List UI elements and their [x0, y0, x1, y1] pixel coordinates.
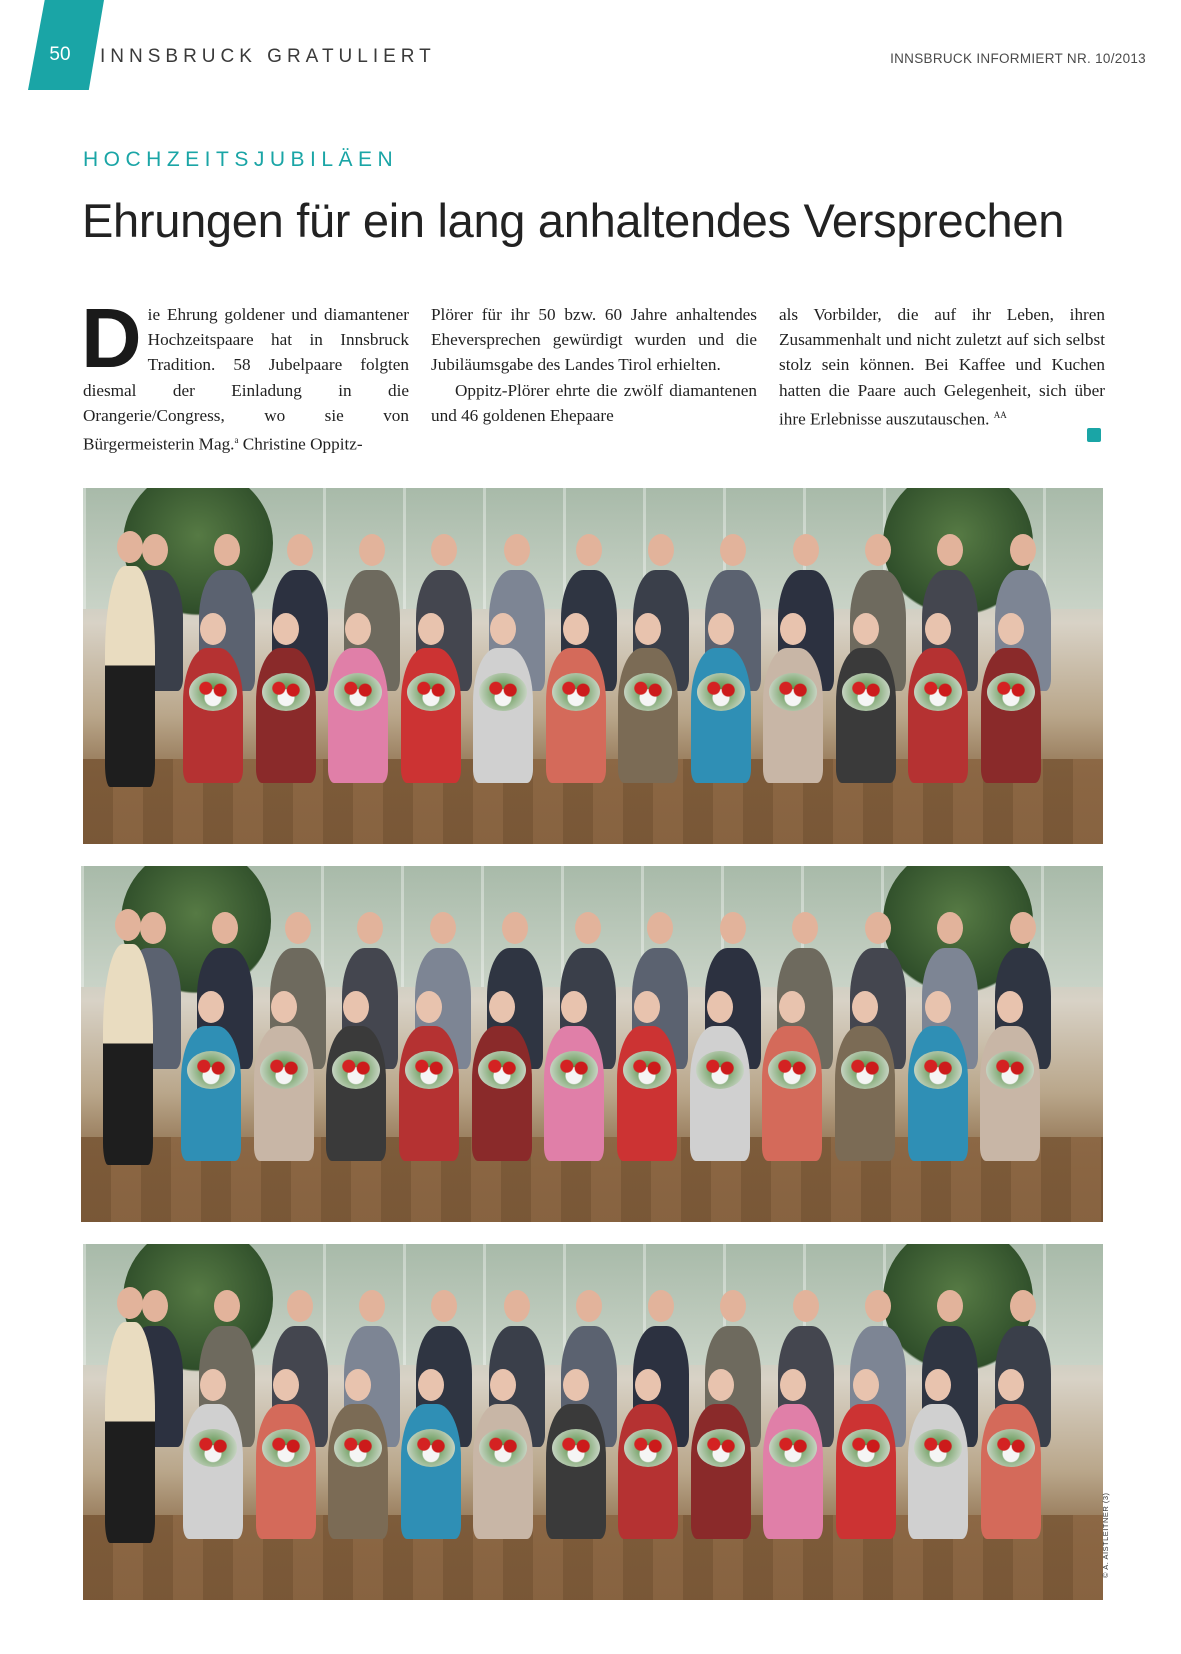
- column-2-paragraph-1: Plörer für ihr 50 bzw. 60 Jahre anhaltendes Eheversprechen gewürdigt wurden und die Jubiläumsgabe des Landes Tirol erhielten.: [431, 305, 757, 375]
- column-1-text-end: Christine Oppitz-: [238, 434, 363, 454]
- seated-person: [401, 1404, 461, 1539]
- article-kicker: HOCHZEITSJUBILÄEN: [83, 148, 399, 171]
- seated-person: [980, 1026, 1040, 1161]
- issue-label: INNSBRUCK INFORMIERT NR. 10/2013: [890, 51, 1146, 66]
- person-head: [720, 912, 746, 944]
- seated-person: [836, 1404, 896, 1539]
- person-head: [287, 534, 313, 566]
- person-head: [490, 613, 516, 645]
- seated-person: [981, 1404, 1041, 1539]
- seated-person: [618, 1404, 678, 1539]
- seated-person: [691, 648, 751, 783]
- flower-bouquet: [842, 673, 890, 711]
- mayor-figure: [105, 566, 155, 787]
- article-column-2: [431, 302, 757, 428]
- person-head: [418, 1369, 444, 1401]
- flower-bouquet: [334, 673, 382, 711]
- seated-person: [908, 648, 968, 783]
- person-head: [780, 1369, 806, 1401]
- person-head: [852, 991, 878, 1023]
- person-head: [780, 613, 806, 645]
- seated-person: [473, 648, 533, 783]
- person-head: [576, 534, 602, 566]
- person-head: [779, 991, 805, 1023]
- seated-person: [908, 1404, 968, 1539]
- photo-credit: © A. AISTLEITNER (3): [1101, 1492, 1110, 1578]
- seated-person: [690, 1026, 750, 1161]
- person-head: [634, 991, 660, 1023]
- seated-person: [981, 648, 1041, 783]
- person-head: [708, 1369, 734, 1401]
- article-column-1: [81, 291, 409, 457]
- person-head: [115, 909, 141, 941]
- person-head: [273, 1369, 299, 1401]
- seated-person: [617, 1026, 677, 1161]
- flower-bouquet: [769, 673, 817, 711]
- person-head: [489, 991, 515, 1023]
- flower-bouquet: [262, 1429, 310, 1467]
- drop-cap: D: [81, 291, 142, 385]
- person-head: [504, 534, 530, 566]
- person-head: [997, 991, 1023, 1023]
- person-head: [575, 912, 601, 944]
- page-number: 50: [49, 44, 71, 65]
- person-head: [504, 1290, 530, 1322]
- flower-bouquet: [914, 1429, 962, 1467]
- seated-person: [544, 1026, 604, 1161]
- flower-bouquet: [987, 1429, 1035, 1467]
- flower-bouquet: [914, 673, 962, 711]
- person-head: [853, 1369, 879, 1401]
- group-photo-1: [83, 488, 1103, 844]
- seated-person: [326, 1026, 386, 1161]
- flower-bouquet: [479, 1429, 527, 1467]
- person-head: [563, 613, 589, 645]
- person-head: [793, 534, 819, 566]
- group-photo-3: [83, 1244, 1103, 1600]
- section-title: INNSBRUCK GRATULIERT: [100, 46, 436, 67]
- person-head: [490, 1369, 516, 1401]
- person-head: [998, 613, 1024, 645]
- person-head: [359, 1290, 385, 1322]
- flower-bouquet: [262, 673, 310, 711]
- seated-person: [546, 648, 606, 783]
- flower-bouquet: [334, 1429, 382, 1467]
- person-head: [925, 613, 951, 645]
- seated-person: [762, 1026, 822, 1161]
- flower-bouquet: [405, 1051, 453, 1089]
- flower-bouquet: [624, 673, 672, 711]
- flower-bouquet: [914, 1051, 962, 1089]
- article-column-3: [779, 302, 1105, 432]
- seated-person: [181, 1026, 241, 1161]
- person-head: [925, 991, 951, 1023]
- flower-bouquet: [479, 673, 527, 711]
- mayor-figure: [105, 1322, 155, 1543]
- person-head: [1010, 534, 1036, 566]
- person-head: [198, 991, 224, 1023]
- author-initials: AA: [993, 409, 1007, 420]
- flower-bouquet: [189, 673, 237, 711]
- flower-bouquet: [769, 1429, 817, 1467]
- person-head: [200, 613, 226, 645]
- flower-bouquet: [189, 1429, 237, 1467]
- column-1-text: ie Ehrung goldener und diamantener Hochzeitspaare hat in Innsbruck Tradition. 58 Jubelpaare folgten diesmal der Einladung in die Orangerie/Congress, wo sie von Bürgermeisterin Mag.: [83, 305, 409, 454]
- flower-bouquet: [624, 1429, 672, 1467]
- flower-bouquet: [478, 1051, 526, 1089]
- flower-bouquet: [623, 1051, 671, 1089]
- flower-bouquet: [987, 673, 1035, 711]
- seated-person: [691, 1404, 751, 1539]
- person-head: [793, 1290, 819, 1322]
- flower-bouquet: [407, 673, 455, 711]
- person-head: [708, 613, 734, 645]
- person-head: [635, 613, 661, 645]
- flower-bouquet: [407, 1429, 455, 1467]
- person-head: [285, 912, 311, 944]
- person-head: [998, 1369, 1024, 1401]
- person-head: [1010, 1290, 1036, 1322]
- seated-person: [256, 1404, 316, 1539]
- column-3-text: als Vorbilder, die auf ihr Leben, ihren Zusammenhalt und nicht zuletzt auf sich selbst stolz sein können. Bei Kaffee und Kuchen hatten die Paare auch Gelegenheit, sich über ihre Erlebnisse auszutauschen.: [779, 305, 1105, 429]
- mayor-figure: [103, 944, 153, 1165]
- seated-person: [473, 1404, 533, 1539]
- person-head: [430, 912, 456, 944]
- article-headline: Ehrungen für ein lang anhaltendes Versprechen: [82, 194, 1065, 247]
- person-head: [200, 1369, 226, 1401]
- person-head: [635, 1369, 661, 1401]
- flower-bouquet: [697, 673, 745, 711]
- person-head: [853, 613, 879, 645]
- seated-person: [763, 1404, 823, 1539]
- person-head: [117, 1287, 143, 1319]
- seated-person: [401, 648, 461, 783]
- seated-person: [254, 1026, 314, 1161]
- person-head: [345, 613, 371, 645]
- person-head: [418, 613, 444, 645]
- seated-person: [328, 648, 388, 783]
- person-head: [925, 1369, 951, 1401]
- person-head: [561, 991, 587, 1023]
- flower-bouquet: [187, 1051, 235, 1089]
- seated-person: [472, 1026, 532, 1161]
- seated-person: [836, 648, 896, 783]
- seated-person: [546, 1404, 606, 1539]
- person-head: [576, 1290, 602, 1322]
- flower-bouquet: [552, 673, 600, 711]
- flower-bouquet: [260, 1051, 308, 1089]
- person-head: [359, 534, 385, 566]
- person-head: [273, 613, 299, 645]
- person-head: [117, 531, 143, 563]
- person-head: [287, 1290, 313, 1322]
- seated-person: [183, 1404, 243, 1539]
- person-head: [345, 1369, 371, 1401]
- flower-bouquet: [696, 1051, 744, 1089]
- person-head: [1010, 912, 1036, 944]
- seated-person: [763, 648, 823, 783]
- flower-bouquet: [841, 1051, 889, 1089]
- group-photo-2: [81, 866, 1103, 1222]
- seated-person: [908, 1026, 968, 1161]
- seated-person: [183, 648, 243, 783]
- seated-person: [835, 1026, 895, 1161]
- column-2-paragraph-2: Oppitz-Plörer ehrte die zwölf diamantenen und 46 goldenen Ehepaare: [431, 380, 757, 425]
- person-head: [416, 991, 442, 1023]
- person-head: [563, 1369, 589, 1401]
- flower-bouquet: [697, 1429, 745, 1467]
- title-superscript: a: [234, 435, 239, 446]
- article-end-mark: [1087, 428, 1101, 442]
- flower-bouquet: [842, 1429, 890, 1467]
- flower-bouquet: [552, 1429, 600, 1467]
- person-head: [343, 991, 369, 1023]
- seated-person: [328, 1404, 388, 1539]
- seated-person: [256, 648, 316, 783]
- seated-person: [399, 1026, 459, 1161]
- seated-person: [618, 648, 678, 783]
- person-head: [865, 912, 891, 944]
- person-head: [707, 991, 733, 1023]
- person-head: [271, 991, 297, 1023]
